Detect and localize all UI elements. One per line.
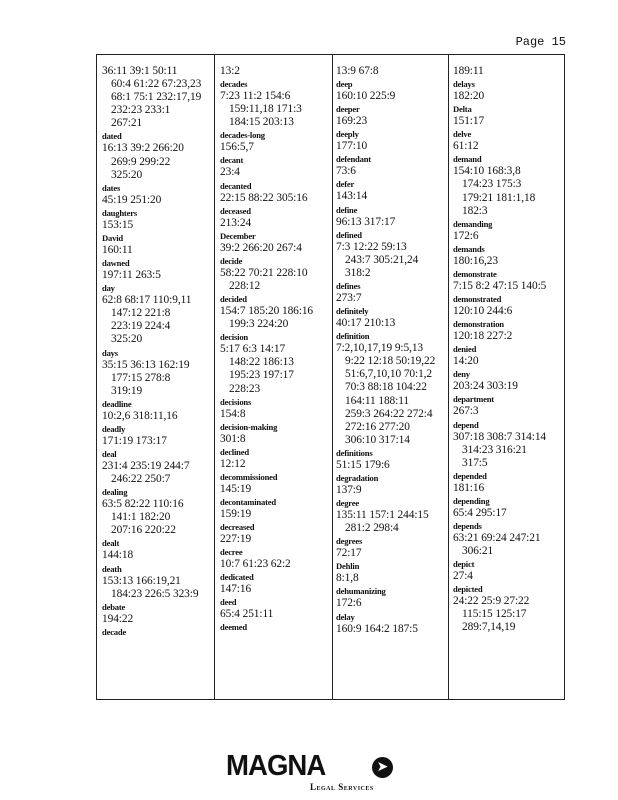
page-line-refs: 180:16,23 bbox=[453, 254, 498, 267]
page-line-refs: 7:3 12:22 59:13 bbox=[336, 240, 407, 253]
index-entry bbox=[220, 496, 332, 521]
index-entry bbox=[102, 232, 212, 257]
index-entry bbox=[102, 347, 212, 398]
index-term: defines bbox=[336, 280, 361, 291]
index-entry bbox=[336, 204, 448, 229]
index-entry bbox=[220, 471, 332, 496]
page-line-refs: 39:2 266:20 267:4 bbox=[220, 241, 302, 254]
index-entry bbox=[102, 563, 212, 601]
index-entry bbox=[336, 65, 448, 78]
page-line-refs: 164:11 188:11 bbox=[345, 394, 409, 407]
index-term: demonstrated bbox=[453, 294, 502, 305]
index-term: delve bbox=[453, 129, 472, 140]
index-entry bbox=[336, 128, 448, 153]
index-term: degradation bbox=[336, 472, 379, 483]
index-entry bbox=[453, 78, 565, 103]
page-line-refs: 45:19 251:20 bbox=[102, 193, 162, 206]
index-entry bbox=[102, 423, 212, 448]
page-line-refs: 154:8 bbox=[220, 407, 246, 420]
page-line-refs: 325:20 bbox=[111, 168, 143, 181]
index-term: decades-long bbox=[220, 130, 265, 141]
index-term: defendant bbox=[336, 154, 371, 165]
index-column-2 bbox=[220, 65, 332, 693]
index-term: department bbox=[453, 394, 494, 405]
page-line-refs: 273:7 bbox=[336, 291, 362, 304]
index-entry bbox=[102, 601, 212, 626]
index-entry bbox=[102, 448, 212, 486]
index-term: dehumanizing bbox=[336, 586, 386, 597]
page-line-refs: 73:6 bbox=[336, 165, 356, 178]
index-column-3 bbox=[336, 65, 448, 693]
page-line-refs: 259:3 264:22 272:4 bbox=[345, 407, 433, 420]
page-line-refs: 207:16 220:22 bbox=[111, 524, 176, 537]
page-line-refs: 63:21 69:24 247:21 bbox=[453, 531, 541, 544]
index-term: deemed bbox=[220, 622, 247, 633]
page-line-refs: 7:23 11:2 154:6 bbox=[220, 90, 291, 103]
page-line-refs: 306:21 bbox=[462, 545, 494, 558]
index-term: depict bbox=[453, 559, 475, 570]
arrow-right-circle-icon: ➤ bbox=[372, 757, 393, 778]
index-term: decommissioned bbox=[220, 471, 278, 482]
index-column-1 bbox=[102, 65, 212, 693]
index-entry bbox=[336, 178, 448, 203]
index-term: dated bbox=[102, 131, 122, 142]
page-line-refs: 228:12 bbox=[229, 279, 261, 292]
page-line-refs: 153:13 166:19,21 bbox=[102, 574, 181, 587]
index-entry bbox=[453, 419, 565, 470]
column-divider bbox=[448, 55, 449, 699]
index-term: dealt bbox=[102, 538, 120, 549]
index-entry bbox=[453, 393, 565, 418]
page-line-refs: 160:10 225:9 bbox=[336, 90, 396, 103]
index-entry bbox=[336, 330, 448, 447]
index-entry bbox=[220, 571, 332, 596]
page-line-refs: 231:4 235:19 244:7 bbox=[102, 459, 190, 472]
page-line-refs: 172:6 bbox=[453, 229, 479, 242]
index-term: delays bbox=[453, 79, 475, 90]
page-line-refs: 63:5 82:22 110:16 bbox=[102, 498, 184, 511]
page-line-refs: 156:5,7 bbox=[220, 141, 254, 154]
index-term: death bbox=[102, 563, 122, 574]
page-line-refs: 68:1 75:1 232:17,19 bbox=[111, 91, 202, 104]
page-line-refs: 62:8 68:17 110:9,11 bbox=[102, 294, 192, 307]
index-term: demonstration bbox=[453, 319, 504, 330]
column-divider bbox=[214, 55, 215, 699]
index-term: depicted bbox=[453, 584, 483, 595]
page-line-refs: 51:6,7,10,10 70:1,2 bbox=[345, 368, 433, 381]
page-line-refs: 58:22 70:21 228:10 bbox=[220, 266, 308, 279]
page-line-refs: 65:4 295:17 bbox=[453, 506, 507, 519]
index-entry bbox=[220, 621, 332, 633]
index-entry bbox=[336, 447, 448, 472]
page-line-refs: 228:23 bbox=[229, 382, 261, 395]
page-line-refs: 16:13 39:2 266:20 bbox=[102, 142, 184, 155]
page-line-refs: 243:7 305:21,24 bbox=[345, 253, 419, 266]
index-entry bbox=[102, 626, 212, 638]
page-line-refs: 147:16 bbox=[220, 583, 252, 596]
index-entry bbox=[220, 129, 332, 154]
index-entry bbox=[453, 153, 565, 217]
index-term: decant bbox=[220, 155, 244, 166]
index-term: decided bbox=[220, 294, 247, 305]
page-line-refs: 184:23 226:5 323:9 bbox=[111, 587, 199, 600]
index-term: definition bbox=[336, 331, 370, 342]
index-term: depended bbox=[453, 470, 487, 481]
page-line-refs: 147:12 221:8 bbox=[111, 307, 171, 320]
page-line-refs: 319:19 bbox=[111, 384, 143, 397]
page-line-refs: 267:3 bbox=[453, 405, 479, 418]
page-line-refs: 23:4 bbox=[220, 166, 240, 179]
page-line-refs: 40:17 210:13 bbox=[336, 317, 396, 330]
index-entry bbox=[220, 180, 332, 205]
index-entry bbox=[336, 78, 448, 103]
page-line-refs: 267:21 bbox=[111, 117, 143, 130]
page-line-refs: 7:15 8:2 47:15 140:5 bbox=[453, 279, 547, 292]
index-term: daughters bbox=[102, 207, 137, 218]
index-entry bbox=[220, 396, 332, 421]
page-line-refs: 177:15 278:8 bbox=[111, 371, 171, 384]
index-entry bbox=[453, 218, 565, 243]
index-entry bbox=[102, 282, 212, 346]
index-term: decide bbox=[220, 255, 243, 266]
index-term: December bbox=[220, 230, 256, 241]
page-line-refs: 154:7 185:20 186:16 bbox=[220, 305, 314, 318]
index-term: decade bbox=[102, 626, 127, 637]
page-line-refs: 318:2 bbox=[345, 266, 371, 279]
page-line-refs: 182:20 bbox=[453, 90, 485, 103]
index-term: deeply bbox=[336, 129, 359, 140]
page-line-refs: 289:7,14,19 bbox=[462, 621, 516, 634]
index-entry bbox=[336, 280, 448, 305]
page-line-refs: 13:2 bbox=[220, 65, 240, 77]
magna-logo bbox=[226, 752, 396, 794]
index-term: definitions bbox=[336, 447, 373, 458]
index-entry bbox=[102, 257, 212, 282]
index-term: demands bbox=[453, 243, 485, 254]
page-line-refs: 160:9 164:2 187:5 bbox=[336, 622, 418, 635]
page-line-refs: 314:23 316:21 bbox=[462, 443, 527, 456]
index-term: denied bbox=[453, 344, 477, 355]
page-line-refs: 10:2,6 318:11,16 bbox=[102, 409, 178, 422]
page-line-refs: 174:23 175:3 bbox=[462, 178, 522, 191]
page-line-refs: 145:19 bbox=[220, 482, 252, 495]
index-entry bbox=[102, 65, 212, 130]
index-term: Dehlin bbox=[336, 561, 360, 572]
page-line-refs: 120:18 227:2 bbox=[453, 330, 513, 343]
page-line-refs: 144:18 bbox=[102, 549, 134, 562]
page-line-refs: 301:8 bbox=[220, 432, 246, 445]
index-entry bbox=[453, 268, 565, 293]
index-term: decanted bbox=[220, 180, 252, 191]
index-term: deceased bbox=[220, 205, 251, 216]
index-entry bbox=[336, 472, 448, 497]
index-term: definitely bbox=[336, 306, 369, 317]
index-entry bbox=[336, 535, 448, 560]
index-term: defined bbox=[336, 229, 362, 240]
index-term: deeper bbox=[336, 104, 360, 115]
index-entry bbox=[453, 558, 565, 583]
index-column-4 bbox=[453, 65, 565, 693]
page-line-refs: 203:24 303:19 bbox=[453, 380, 518, 393]
page-line-refs: 160:11 bbox=[102, 243, 133, 256]
page-line-refs: 148:22 186:13 bbox=[229, 356, 294, 369]
page-line-refs: 9:22 12:18 50:19,22 bbox=[345, 355, 436, 368]
index-term: depending bbox=[453, 495, 490, 506]
page-line-refs: 246:22 250:7 bbox=[111, 473, 171, 486]
index-term: define bbox=[336, 204, 358, 215]
index-entry bbox=[453, 128, 565, 153]
page-line-refs: 24:22 25:9 27:22 bbox=[453, 595, 530, 608]
page-line-refs: 213:24 bbox=[220, 216, 252, 229]
page-line-refs: 51:15 179:6 bbox=[336, 458, 390, 471]
page-line-refs: 60:4 61:22 67:23,23 bbox=[111, 78, 202, 91]
index-entry bbox=[336, 153, 448, 178]
page-line-refs: 317:5 bbox=[462, 456, 488, 469]
page-line-refs: 36:11 39:1 50:11 bbox=[102, 65, 178, 77]
index-entry bbox=[220, 230, 332, 255]
page-line-refs: 171:19 173:17 bbox=[102, 434, 167, 447]
index-entry bbox=[102, 537, 212, 562]
page-line-refs: 177:10 bbox=[336, 140, 368, 153]
index-entry bbox=[453, 368, 565, 393]
index-term: defer bbox=[336, 179, 355, 190]
index-term: days bbox=[102, 347, 118, 358]
page-line-refs: 8:1,8 bbox=[336, 572, 359, 585]
index-term: deadline bbox=[102, 398, 132, 409]
page-line-refs: 96:13 317:17 bbox=[336, 215, 396, 228]
index-entry bbox=[220, 205, 332, 230]
index-entry bbox=[336, 585, 448, 610]
index-term: demanding bbox=[453, 218, 493, 229]
page-line-refs: 195:23 197:17 bbox=[229, 369, 294, 382]
page-line-refs: 120:10 244:6 bbox=[453, 305, 513, 318]
index-term: demonstrate bbox=[453, 268, 497, 279]
page-line-refs: 153:15 bbox=[102, 218, 134, 231]
page-line-refs: 325:20 bbox=[111, 333, 143, 346]
index-entry bbox=[220, 331, 332, 395]
index-entry bbox=[220, 78, 332, 129]
page-line-refs: 223:19 224:4 bbox=[111, 320, 171, 333]
page-line-refs: 172:6 bbox=[336, 597, 362, 610]
index-entry bbox=[220, 446, 332, 471]
index-entry bbox=[336, 103, 448, 128]
index-entry bbox=[453, 243, 565, 268]
page-line-refs: 65:4 251:11 bbox=[220, 608, 274, 621]
page-line-refs: 227:19 bbox=[220, 533, 252, 546]
index-term: decision-making bbox=[220, 421, 278, 432]
index-term: degrees bbox=[336, 536, 363, 547]
page-line-refs: 179:21 181:1,18 bbox=[462, 191, 536, 204]
page-line-refs: 27:4 bbox=[453, 570, 473, 583]
page-line-refs: 143:14 bbox=[336, 190, 368, 203]
index-entry bbox=[336, 611, 448, 636]
page-line-refs: 197:11 263:5 bbox=[102, 269, 161, 282]
index-entry bbox=[102, 207, 212, 232]
page-number: Page 15 bbox=[515, 35, 566, 49]
index-term: decreased bbox=[220, 522, 255, 533]
page-line-refs: 61:12 bbox=[453, 140, 479, 153]
index-entry bbox=[336, 305, 448, 330]
page-line-refs: 12:12 bbox=[220, 457, 246, 470]
index-entry bbox=[336, 497, 448, 535]
index-term: depend bbox=[453, 419, 479, 430]
index-entry bbox=[453, 293, 565, 318]
page-line-refs: 22:15 88:22 305:16 bbox=[220, 191, 308, 204]
index-entry bbox=[336, 229, 448, 280]
page-line-refs: 184:15 203:13 bbox=[229, 116, 294, 129]
page-line-refs: 189:11 bbox=[453, 65, 484, 77]
page-line-refs: 307:18 308:7 314:14 bbox=[453, 430, 547, 443]
index-term: debate bbox=[102, 601, 126, 612]
page-line-refs: 35:15 36:13 162:19 bbox=[102, 358, 190, 371]
index-term: day bbox=[102, 283, 115, 294]
logo-subtitle: Legal Services bbox=[310, 782, 374, 792]
page-line-refs: 269:9 299:22 bbox=[111, 155, 171, 168]
page-line-refs: 135:11 157:1 244:15 bbox=[336, 509, 429, 522]
index-entry bbox=[220, 521, 332, 546]
page-line-refs: 141:1 182:20 bbox=[111, 511, 171, 524]
index-entry bbox=[102, 182, 212, 207]
index-term: decision bbox=[220, 332, 249, 343]
index-entry bbox=[453, 520, 565, 558]
index-entry bbox=[453, 343, 565, 368]
page-line-refs: 7:2,10,17,19 9:5,13 bbox=[336, 342, 424, 355]
page-line-refs: 169:23 bbox=[336, 115, 368, 128]
page-line-refs: 137:9 bbox=[336, 483, 362, 496]
page-line-refs: 14:20 bbox=[453, 355, 479, 368]
index-term: demand bbox=[453, 154, 482, 165]
index-term: delay bbox=[336, 611, 355, 622]
index-term: dates bbox=[102, 182, 121, 193]
page-line-refs: 70:3 88:18 104:22 bbox=[345, 381, 427, 394]
index-entry bbox=[453, 470, 565, 495]
index-entry bbox=[220, 546, 332, 571]
index-entry bbox=[102, 398, 212, 423]
index-entry bbox=[220, 154, 332, 179]
page-line-refs: 159:19 bbox=[220, 507, 252, 520]
index-entry bbox=[453, 65, 565, 78]
index-term: dealing bbox=[102, 487, 128, 498]
index-entry bbox=[453, 583, 565, 634]
index-term: declined bbox=[220, 446, 249, 457]
index-term: deal bbox=[102, 448, 117, 459]
index-term: dawned bbox=[102, 258, 130, 269]
index-entry bbox=[220, 65, 332, 78]
index-entry bbox=[336, 560, 448, 585]
index-frame bbox=[96, 54, 565, 700]
page-line-refs: 5:17 6:3 14:17 bbox=[220, 343, 286, 356]
index-term: Delta bbox=[453, 104, 472, 115]
index-entry bbox=[102, 486, 212, 537]
page-line-refs: 232:23 233:1 bbox=[111, 104, 171, 117]
page-line-refs: 181:16 bbox=[453, 481, 485, 494]
page-line-refs: 272:16 277:20 bbox=[345, 420, 410, 433]
page-line-refs: 199:3 224:20 bbox=[229, 318, 289, 331]
index-term: deadly bbox=[102, 423, 126, 434]
page-line-refs: 72:17 bbox=[336, 547, 362, 560]
index-term: deed bbox=[220, 597, 237, 608]
index-term: dedicated bbox=[220, 572, 254, 583]
index-entry bbox=[453, 495, 565, 520]
index-term: depends bbox=[453, 520, 482, 531]
page-line-refs: 159:11,18 171:3 bbox=[229, 103, 302, 116]
index-entry bbox=[220, 421, 332, 446]
index-term: decisions bbox=[220, 396, 252, 407]
index-entry bbox=[220, 255, 332, 293]
index-term: deep bbox=[336, 79, 353, 90]
page-line-refs: 182:3 bbox=[462, 204, 488, 217]
page-line-refs: 10:7 61:23 62:2 bbox=[220, 558, 291, 571]
page-line-refs: 151:17 bbox=[453, 115, 485, 128]
page-line-refs: 115:15 125:17 bbox=[462, 608, 527, 621]
page-line-refs: 306:10 317:14 bbox=[345, 433, 410, 446]
index-term: decree bbox=[220, 547, 243, 558]
page-line-refs: 13:9 67:8 bbox=[336, 65, 379, 77]
index-entry bbox=[453, 103, 565, 128]
index-entry bbox=[220, 596, 332, 621]
index-term: decades bbox=[220, 79, 248, 90]
index-term: degree bbox=[336, 498, 359, 509]
index-term: deny bbox=[453, 369, 470, 380]
page-line-refs: 194:22 bbox=[102, 612, 134, 625]
index-entry bbox=[102, 130, 212, 181]
index-term: decontaminated bbox=[220, 496, 276, 507]
index-entry bbox=[453, 318, 565, 343]
index-entry bbox=[220, 293, 332, 331]
page-line-refs: 281:2 298:4 bbox=[345, 522, 399, 535]
page-line-refs: 154:10 168:3,8 bbox=[453, 165, 521, 178]
logo-wordmark: MAGNA bbox=[226, 750, 326, 782]
index-term: David bbox=[102, 232, 123, 243]
column-divider bbox=[332, 55, 333, 699]
